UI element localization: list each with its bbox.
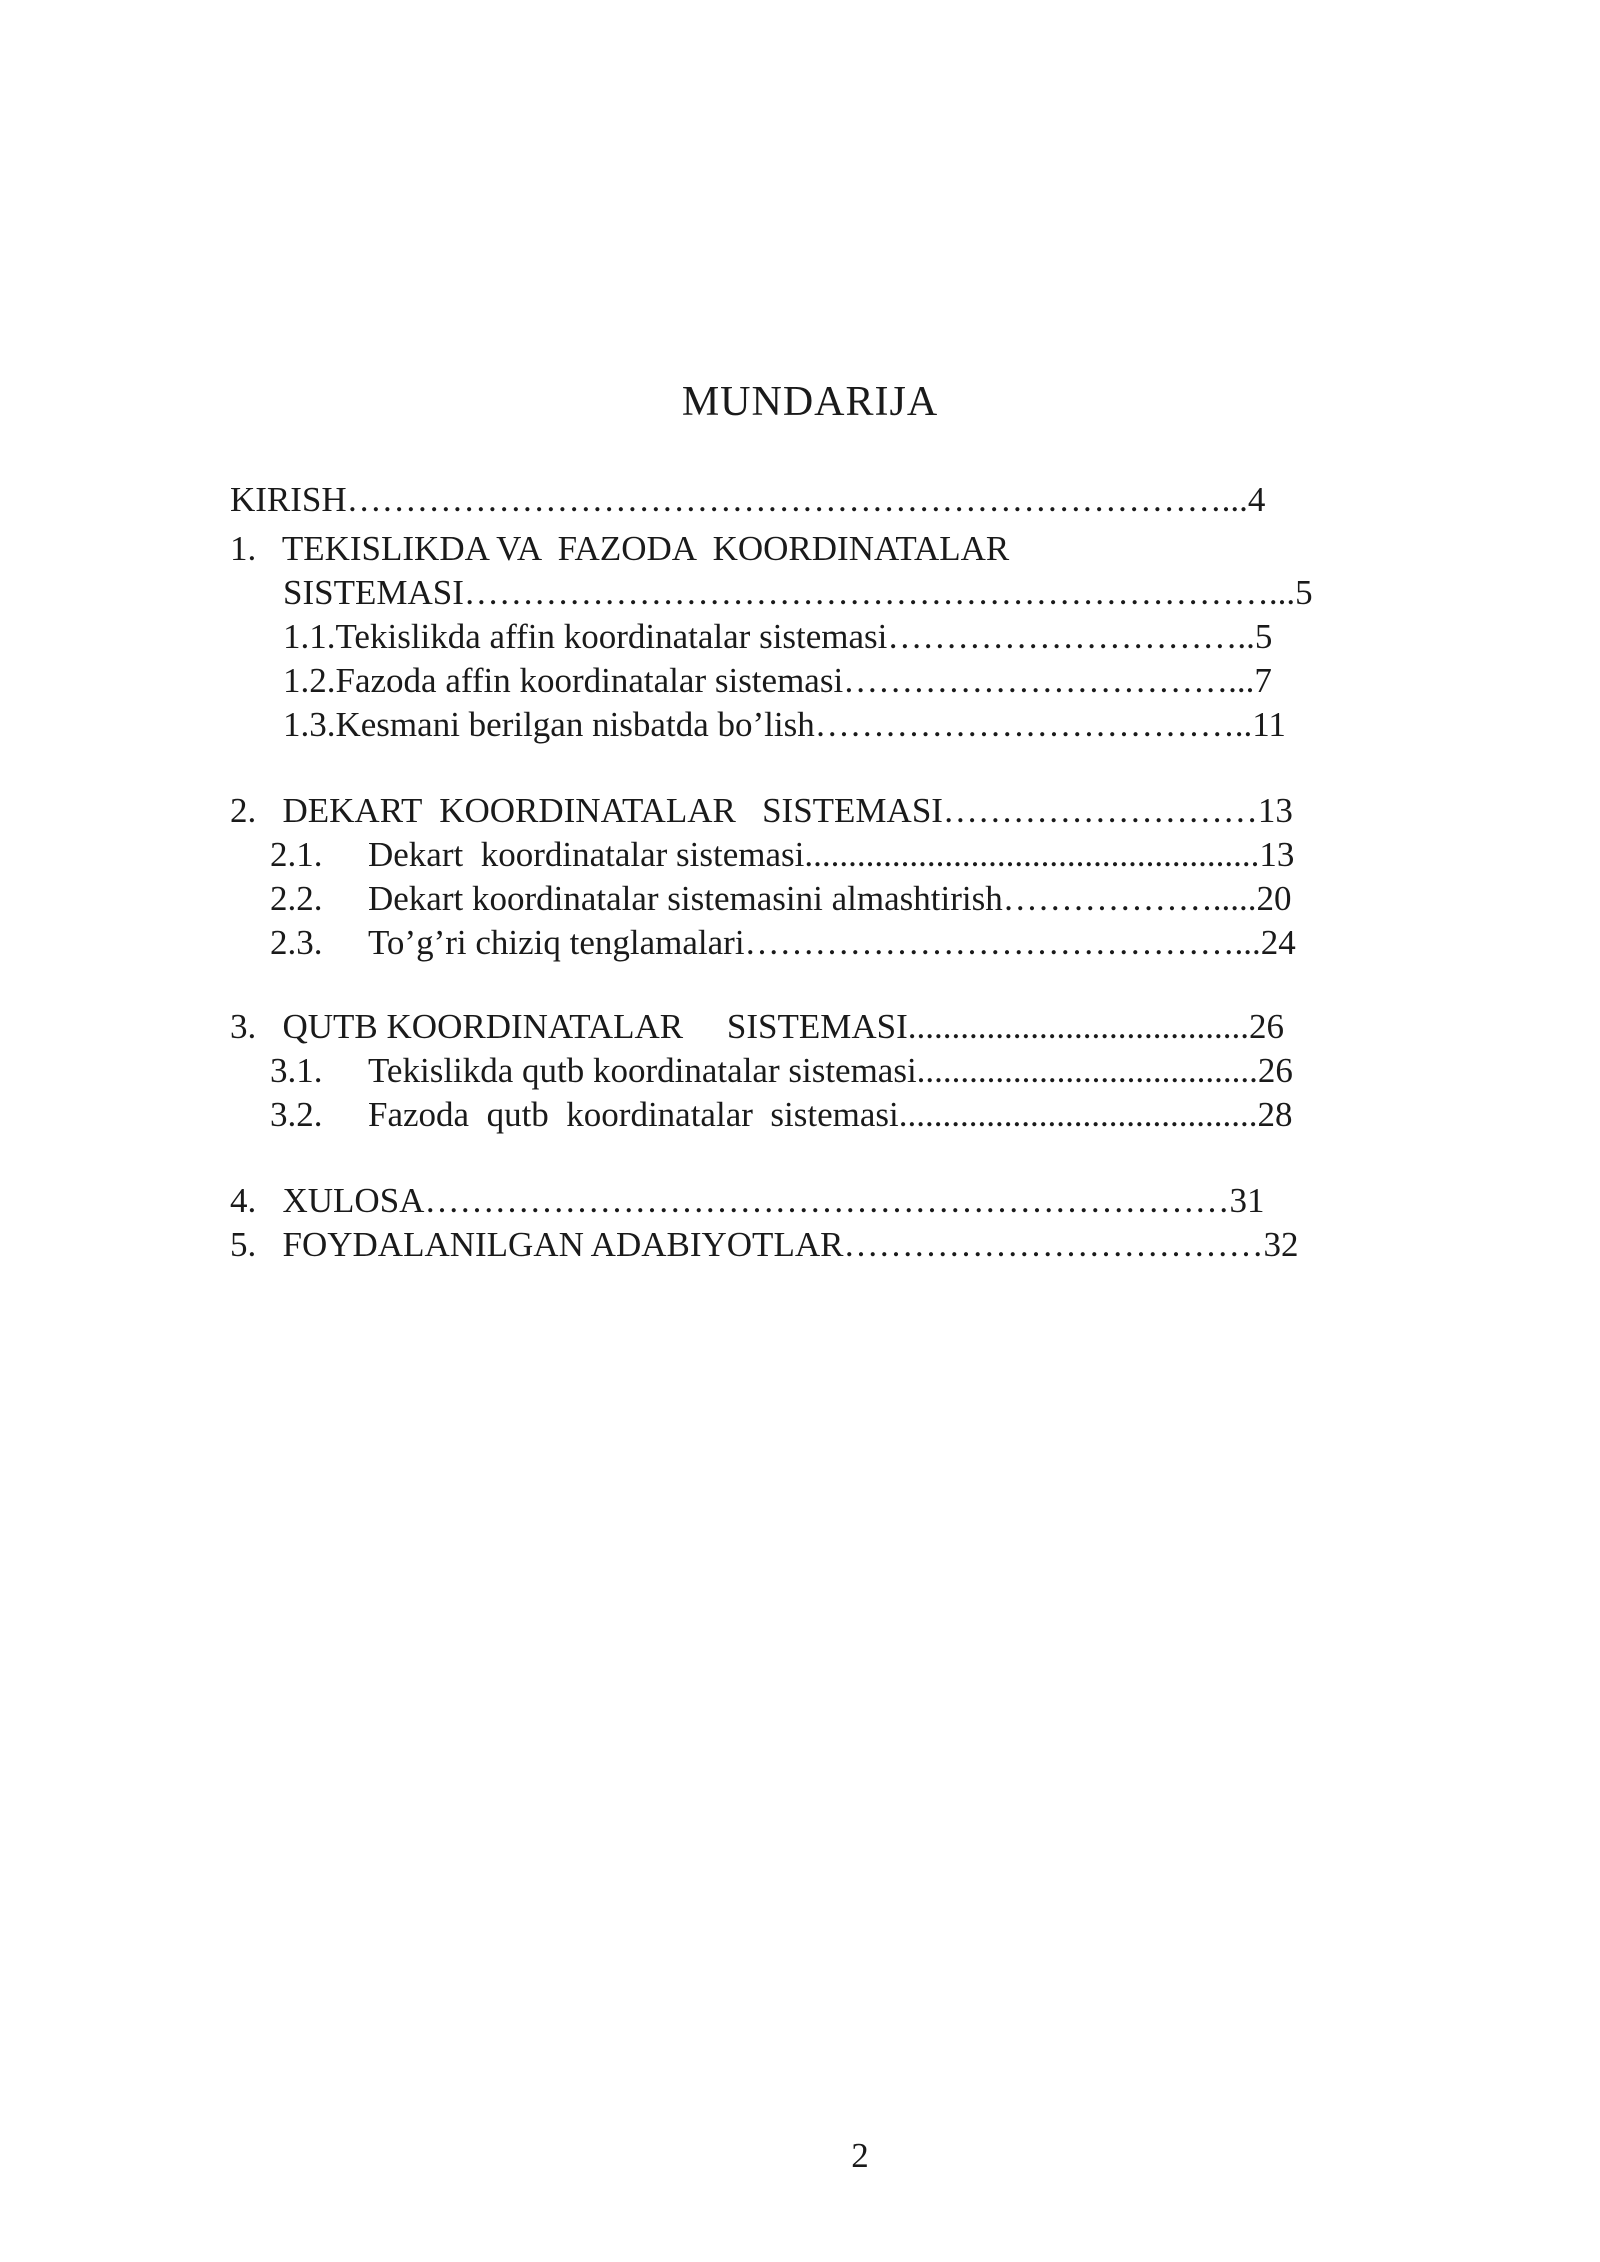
toc-entry-chapter-3: 3. QUTB KOORDINATALAR SISTEMASI.......................................26 <box>230 1007 1285 1046</box>
toc-entry-section-3-1-number: 3.1. <box>270 1051 323 1090</box>
toc-entry-kirish: KIRISH…………………………………………………………………...4 <box>230 480 1266 519</box>
toc-entry-section-2-3: To’g’ri chiziq tenglamalari……………………………………...24 <box>368 923 1296 962</box>
toc-entry-section-3-2: Fazoda qutb koordinatalar sistemasi.........................................28 <box>368 1095 1293 1134</box>
toc-entry-section-1-1: 1.1.Tekislikda affin koordinatalar sistemasi…………………………..5 <box>283 617 1273 656</box>
toc-entry-section-2-2-number: 2.2. <box>270 879 323 918</box>
toc-entry-section-3-1: Tekislikda qutb koordinatalar sistemasi.......................................26 <box>368 1051 1293 1090</box>
page-number: 2 <box>851 2136 869 2175</box>
page-title: MUNDARIJA <box>681 379 939 425</box>
toc-entry-chapter-1-line-1: 1. TEKISLIKDA VA FAZODA KOORDINATALAR <box>230 529 1010 568</box>
toc-entry-section-2-3-number: 2.3. <box>270 923 323 962</box>
toc-entry-chapter-1-line-2: SISTEMASI……………………………………………………………...5 <box>283 573 1313 612</box>
toc-entry-chapter-4: 4. XULOSA……………………………………………………………31 <box>230 1181 1265 1220</box>
toc-entry-section-3-2-number: 3.2. <box>270 1095 323 1134</box>
toc-entry-section-2-1-number: 2.1. <box>270 835 323 874</box>
toc-entry-section-2-2: Dekart koordinatalar sistemasini almashtirish……………….....20 <box>368 879 1292 918</box>
toc-entry-chapter-2: 2. DEKART KOORDINATALAR SISTEMASI………………………13 <box>230 791 1293 830</box>
toc-entry-section-2-1: Dekart koordinatalar sistemasi....................................................13 <box>368 835 1295 874</box>
toc-entry-chapter-5: 5. FOYDALANILGAN ADABIYOTLAR………………………………32 <box>230 1225 1299 1264</box>
toc-entry-section-1-3: 1.3.Kesmani berilgan nisbatda bo’lish………………………………..11 <box>283 705 1286 744</box>
toc-entry-section-1-2: 1.2.Fazoda affin koordinatalar sistemasi……………………………...7 <box>283 661 1272 700</box>
